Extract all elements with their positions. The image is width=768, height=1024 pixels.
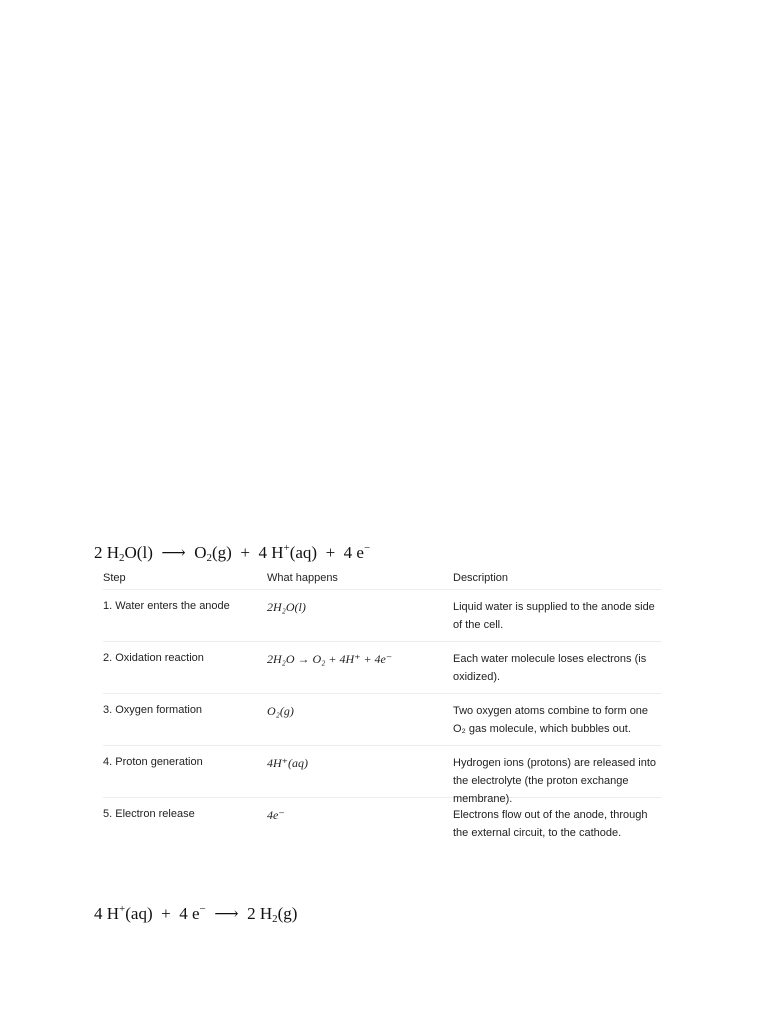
step-cell: 4. Proton generation <box>103 756 203 768</box>
what-happens-cell: 2H₂O → O₂ + 4H⁺ + 4e⁻ <box>267 652 393 666</box>
description-cell: Each water molecule loses electrons (is oxidized). <box>453 653 647 683</box>
eq-state: (g) <box>277 904 298 923</box>
eq-symbol: e <box>356 543 364 562</box>
step-cell: 2. Oxidation reaction <box>103 652 204 664</box>
eq-coefficient: 4 <box>179 904 188 923</box>
eq-arrow: ⟶ <box>161 543 186 562</box>
eq-plus: + <box>325 543 336 562</box>
eq-symbol: H <box>106 543 120 562</box>
eq-symbol: H <box>271 543 284 562</box>
description-cell: Electrons flow out of the anode, through the external circuit, to the cathode. <box>453 809 648 839</box>
what-happens-cell: 2H₂O(l) <box>267 600 306 614</box>
eq-symbol: O <box>194 543 207 562</box>
eq-coefficient: 2 <box>247 904 256 923</box>
table-row <box>103 642 661 694</box>
eq-superscript: − <box>363 542 371 554</box>
anode-steps-table <box>103 567 661 849</box>
column-header-step: Step <box>103 572 126 584</box>
eq-coefficient: 4 <box>343 543 353 562</box>
table-row <box>103 746 661 805</box>
eq-superscript: + <box>283 542 290 554</box>
eq-superscript: + <box>119 903 126 915</box>
anode-equation <box>94 542 370 564</box>
eq-symbol: H <box>106 904 120 923</box>
column-header-what-happens: What happens <box>267 572 338 584</box>
eq-state: (aq) <box>289 543 318 562</box>
eq-coefficient: 4 <box>258 543 267 562</box>
what-happens-cell: 4H⁺(aq) <box>267 756 308 770</box>
eq-superscript: − <box>199 903 206 915</box>
column-header-description: Description <box>453 572 509 584</box>
eq-symbol: H <box>259 904 273 923</box>
eq-subscript: 2 <box>272 913 278 925</box>
eq-subscript: 2 <box>206 552 213 564</box>
table-header-row <box>103 567 661 590</box>
table-row <box>103 590 661 642</box>
what-happens-cell: O₂(g) <box>267 704 294 718</box>
eq-subscript: 2 <box>119 552 125 564</box>
description-cell: Liquid water is supplied to the anode side of the cell. <box>453 601 655 631</box>
table-row <box>103 798 661 849</box>
table-row <box>103 694 661 746</box>
eq-coefficient: 2 <box>94 543 103 562</box>
description-cell: Two oxygen atoms combine to form one O₂ gas molecule, which bubbles out. <box>453 705 649 735</box>
description-cell: Hydrogen ions (protons) are released into the electrolyte (the proton exchange membrane). <box>453 757 657 805</box>
eq-arrow: ⟶ <box>214 904 239 923</box>
step-cell: 5. Electron release <box>103 808 195 820</box>
eq-plus: + <box>161 904 171 923</box>
eq-coefficient: 4 <box>94 904 103 923</box>
step-cell: 3. Oxygen formation <box>103 704 203 716</box>
eq-plus: + <box>240 543 250 562</box>
eq-state: (g) <box>212 543 232 562</box>
eq-state: (aq) <box>125 904 153 923</box>
eq-symbol: O(l) <box>124 543 153 562</box>
cathode-equation <box>94 903 297 925</box>
step-cell: 1. Water enters the anode <box>103 600 230 612</box>
eq-symbol: e <box>191 904 200 923</box>
what-happens-cell: 4e⁻ <box>267 808 285 822</box>
